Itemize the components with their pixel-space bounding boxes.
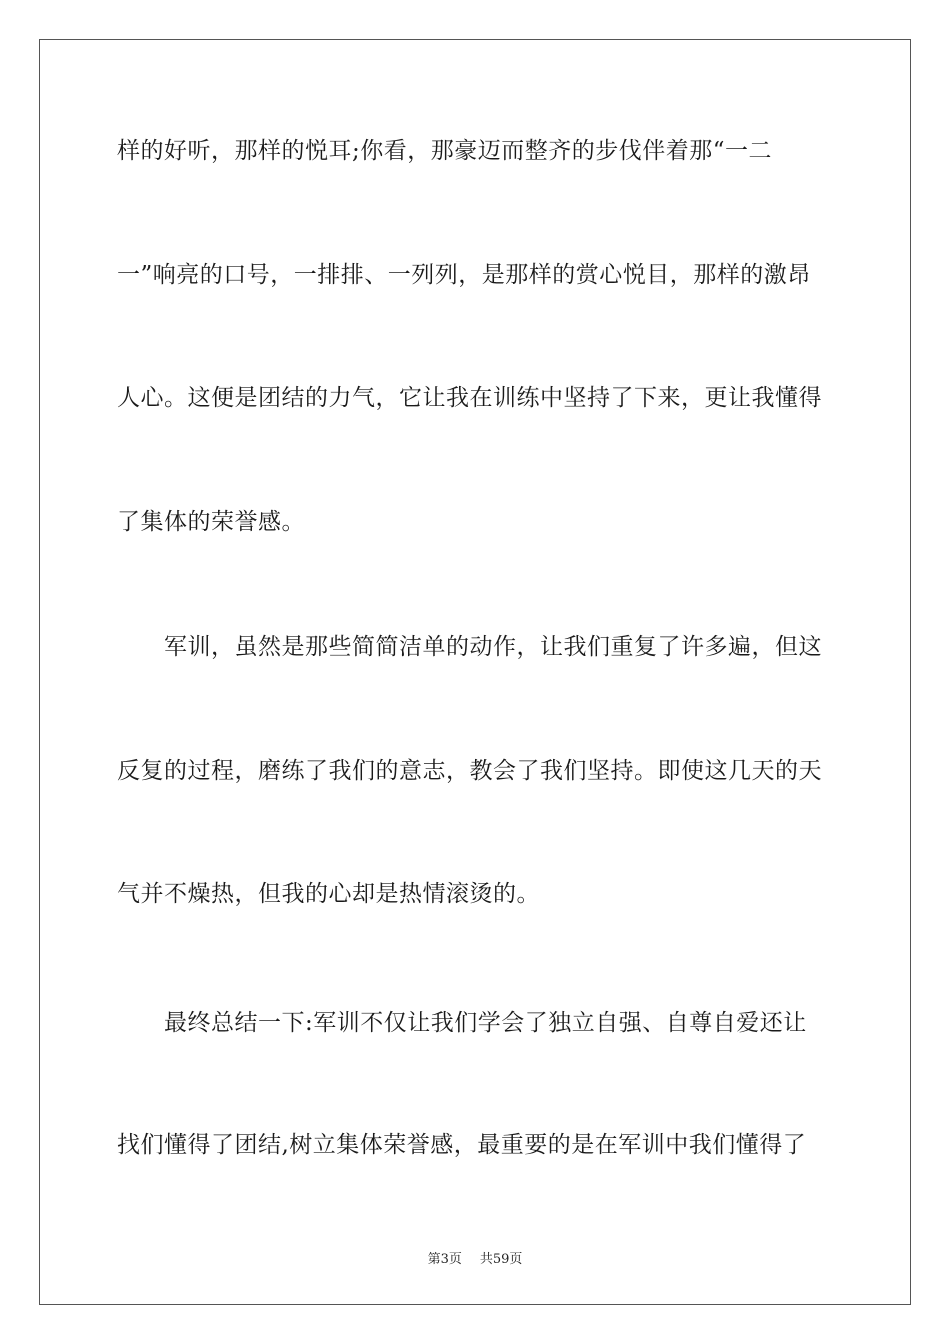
text-line: 找们懂得了团结,树立集体荣誉感，最重要的是在军训中我们懂得了 bbox=[117, 1132, 807, 1158]
text-line: 了集体的荣誉感。 bbox=[117, 509, 305, 535]
page-number: 第3页 bbox=[427, 1252, 462, 1267]
page-footer bbox=[0, 1248, 950, 1267]
page-frame bbox=[39, 39, 911, 1305]
text-line: 样的好听，那样的悦耳;你看，那豪迈而整齐的步伐伴着那“一二 bbox=[117, 138, 773, 164]
text-line: 人心。这便是团结的力气，它让我在训练中坚持了下来，更让我懂得 bbox=[117, 385, 822, 411]
text-line: 气并不燥热，但我的心却是热情滚烫的。 bbox=[117, 881, 540, 907]
text-line: 一”响亮的口号，一排排、一列列，是那样的赏心悦目，那样的激昂 bbox=[117, 262, 811, 288]
page-total: 共59页 bbox=[479, 1252, 523, 1267]
text-line: 反复的过程，磨练了我们的意志，教会了我们坚持。即使这几天的天 bbox=[117, 758, 822, 784]
text-line: 最终总结一下:军训不仅让我们学会了独立自强、自尊自爱还让 bbox=[117, 1010, 807, 1036]
text-line: 军训，虽然是那些简简洁单的动作，让我们重复了许多遍，但这 bbox=[117, 634, 822, 660]
